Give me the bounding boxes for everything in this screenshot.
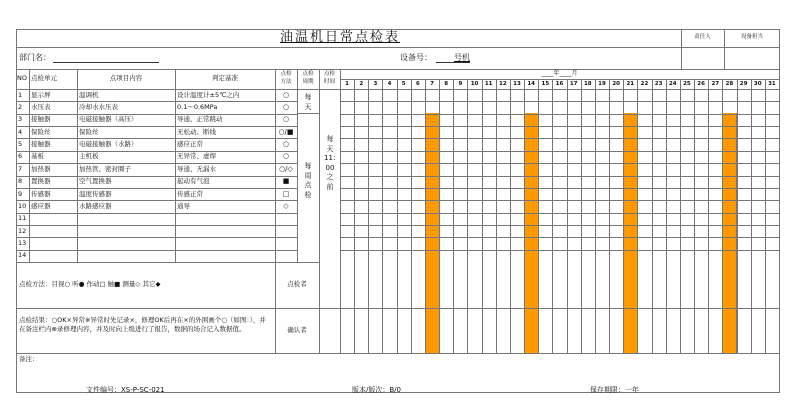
day-header-21: 21: [626, 81, 635, 87]
divider: [175, 69, 176, 262]
col-period-line1: 点检: [302, 71, 314, 77]
col-time-line2: 时间: [323, 79, 335, 85]
divider: [16, 262, 319, 263]
row-unit: 感应器: [31, 201, 51, 210]
day-divider: [737, 79, 738, 353]
weekly-check-column-day-14[interactable]: [524, 113, 539, 353]
version: 版本/版次：B/0: [352, 386, 401, 394]
row-no: 13: [18, 238, 27, 247]
divider: [340, 69, 341, 353]
day-divider: [552, 79, 553, 353]
row-divider: [16, 188, 297, 189]
row-no: 12: [18, 226, 27, 235]
divider: [77, 69, 78, 262]
day-header-16: 16: [555, 81, 564, 87]
equipment-owner-label: 设备担当: [740, 34, 763, 40]
day-header-22: 22: [640, 81, 649, 87]
day-divider: [467, 79, 468, 353]
row-divider: [340, 138, 780, 139]
day-divider: [382, 79, 383, 353]
row-content: 冷却水水压表: [79, 103, 118, 112]
divider: [297, 69, 298, 262]
row-divider: [16, 163, 297, 164]
day-divider: [708, 79, 709, 353]
row-content: 温度传感器: [79, 189, 112, 198]
row-standard: 通导: [177, 201, 190, 210]
day-header-17: 17: [569, 81, 578, 87]
inspector-signature-cells[interactable]: [341, 272, 355, 307]
day-header-13: 13: [513, 81, 521, 87]
row-unit: 保险丝: [31, 127, 51, 136]
day-header-2: 2: [359, 81, 364, 87]
retention-period: 保存期限：一年: [590, 386, 639, 394]
row-no: 11: [18, 214, 27, 223]
row-divider: [340, 151, 780, 152]
day-divider: [637, 79, 638, 353]
row-divider: [16, 138, 297, 139]
weekly-check-column-day-28[interactable]: [722, 113, 737, 353]
col-method: [275, 70, 297, 86]
row-content: 空气置换器: [79, 177, 112, 186]
day-header-18: 18: [583, 81, 592, 87]
day-header-27: 27: [711, 81, 720, 87]
day-divider: [694, 79, 695, 353]
col-unit: 点检单元: [31, 74, 57, 82]
row-content: 水路感应器: [79, 201, 112, 210]
row-divider: [340, 126, 780, 127]
row-content: 电磁接触器（高压）: [79, 115, 138, 124]
row-method: ○/◇: [279, 164, 293, 173]
row-standard: 无异常、虚焊: [177, 152, 216, 161]
period-weekly: 每周点检: [304, 162, 312, 199]
row-no: 9: [18, 189, 23, 198]
row-no: 4: [18, 127, 23, 136]
day-header-30: 30: [753, 81, 762, 87]
row-unit: 接触器: [31, 140, 51, 149]
day-divider: [482, 79, 483, 353]
row-no: 6: [18, 152, 23, 161]
day-header-28: 28: [725, 81, 734, 87]
day-divider: [595, 79, 596, 353]
equipment-no-field[interactable]: [436, 62, 470, 63]
row-standard: 导通、正常跳动: [177, 115, 223, 124]
notes-label: 备注：: [19, 355, 39, 363]
row-divider: [16, 225, 297, 226]
row-standard: 导通、无漏水: [177, 164, 216, 173]
day-divider: [680, 79, 681, 353]
day-divider: [439, 79, 440, 353]
row-no: 2: [18, 103, 23, 112]
day-header-5: 5: [401, 81, 406, 87]
day-header-24: 24: [668, 81, 677, 87]
row-divider: [16, 176, 297, 177]
row-divider: [340, 188, 780, 189]
divider: [681, 47, 780, 48]
row-no: 3: [18, 115, 23, 124]
doc-number: 文件编号：XS-P-SC-021: [86, 386, 165, 394]
row-divider: [16, 126, 297, 127]
col-period: [297, 70, 319, 86]
day-divider: [510, 79, 511, 353]
divider: [16, 47, 681, 48]
row-unit: 基板: [31, 152, 44, 161]
equipment-no-value: 号机: [454, 53, 470, 62]
day-header-31: 31: [768, 81, 776, 87]
time-value: 每天11：00之前: [324, 135, 340, 191]
row-divider: [16, 237, 297, 238]
department-field[interactable]: [53, 62, 159, 63]
responsible-label: 责任人: [694, 34, 711, 40]
row-method: ○: [282, 115, 290, 124]
day-divider: [666, 79, 667, 353]
day-header-23: 23: [654, 81, 663, 87]
day-header-3: 3: [373, 81, 378, 87]
col-period-line2: 周期: [302, 79, 314, 85]
row-standard: 无松动、断线: [177, 127, 216, 136]
divider: [319, 69, 320, 353]
row-content: 温调机: [79, 90, 99, 99]
day-divider: [609, 79, 610, 353]
day-header-20: 20: [612, 81, 620, 87]
day-header-4: 4: [387, 81, 392, 87]
row-method: ○: [282, 103, 290, 112]
day-header-10: 10: [470, 81, 479, 87]
row-no: 1: [18, 90, 23, 99]
day-divider: [722, 79, 723, 353]
row-method: ◇: [283, 201, 289, 210]
day-header-26: 26: [697, 81, 705, 87]
row-method: ○/■: [278, 127, 294, 136]
row-method: ○: [282, 152, 290, 161]
row-no: 7: [18, 164, 23, 173]
day-divider: [354, 79, 355, 353]
weekly-check-column-day-7[interactable]: [425, 113, 440, 353]
row-method: □: [282, 189, 290, 198]
day-divider: [623, 79, 624, 353]
inspector-label: 点检者: [287, 280, 307, 288]
row-content: 电磁接触器（水路）: [79, 140, 138, 149]
day-header-6: 6: [415, 81, 420, 87]
day-divider: [425, 79, 426, 353]
col-time-line1: 点检: [323, 71, 335, 77]
day-divider: [411, 79, 412, 353]
day-header-19: 19: [598, 81, 606, 87]
row-divider: [16, 151, 297, 152]
row-no: 8: [18, 177, 23, 186]
day-divider: [581, 79, 582, 353]
day-header-14: 14: [527, 81, 535, 87]
divider: [16, 353, 780, 354]
row-divider: [16, 213, 297, 214]
col-method-line1: 点检: [280, 71, 292, 77]
day-header-25: 25: [683, 81, 691, 87]
result-legend: 点检结果：○OK×异常※异常时先记录×，修理OK后再在×的外围画个○（如图：），并在备注栏内⊗录修理内容，并及时向上级进行了报告，数据的场合记入数据值。: [19, 316, 266, 333]
equipment-no-label: 设备号：: [400, 53, 432, 62]
row-divider: [340, 213, 780, 214]
col-no: NO: [17, 74, 27, 82]
row-divider: [16, 114, 297, 115]
day-divider: [538, 79, 539, 353]
day-divider: [368, 79, 369, 353]
weekly-check-column-day-21[interactable]: [623, 113, 638, 353]
row-content: 保险丝: [79, 127, 99, 136]
row-divider: [340, 237, 780, 238]
row-divider: [340, 200, 780, 201]
row-unit: 水压表: [31, 103, 51, 112]
row-no: 14: [18, 251, 27, 260]
day-header-12: 12: [499, 81, 507, 87]
row-standard: 起动有气泡: [177, 177, 210, 186]
row-divider: [16, 200, 297, 201]
day-divider: [652, 79, 653, 353]
row-divider: [340, 114, 780, 115]
row-unit: 显示屏: [31, 90, 51, 99]
row-no: 10: [18, 201, 27, 210]
row-standard: 0.1～0.6MPa: [177, 103, 218, 112]
row-unit: 传感器: [31, 189, 51, 198]
col-method-line2: 方法: [280, 79, 292, 85]
day-header-11: 11: [484, 81, 493, 87]
divider: [29, 69, 30, 262]
day-header-29: 29: [739, 81, 748, 87]
col-content: 点项目内容: [109, 74, 143, 82]
page-title: 油温机日常点检表: [279, 30, 400, 45]
row-standard: 设计温度计±5℃之内: [177, 90, 240, 99]
row-method: ○: [282, 140, 290, 149]
row-unit: 加热器: [31, 164, 51, 173]
row-divider: [340, 163, 780, 164]
row-standard: 感应正常: [177, 140, 203, 149]
day-divider: [397, 79, 398, 353]
department-label: 部门名：: [19, 53, 51, 62]
day-header-8: 8: [444, 81, 449, 87]
day-header-1: 1: [345, 81, 349, 87]
row-divider: [16, 101, 297, 102]
day-divider: [453, 79, 454, 353]
row-method: ○: [282, 90, 290, 99]
day-divider: [567, 79, 568, 353]
col-standard: 判定基准: [212, 74, 238, 82]
row-no: 5: [18, 140, 23, 149]
day-divider: [496, 79, 497, 353]
divider: [16, 308, 780, 309]
day-divider: [751, 79, 752, 353]
row-divider: [340, 101, 780, 102]
period-daily: 每天: [304, 93, 312, 111]
divider: [297, 113, 319, 114]
row-content: 加热管、密封圈子: [79, 164, 131, 173]
row-content: 主机板: [79, 152, 99, 161]
year-month: ____年____月: [541, 70, 578, 77]
method-legend: 点检方法：目视○ 听● 作动□ 触■ 测量◇ 其它◆: [19, 280, 161, 288]
confirmer-label: 确认者: [287, 326, 307, 334]
day-divider: [524, 79, 525, 353]
row-method: ■: [282, 177, 290, 186]
day-header-7: 7: [430, 81, 434, 87]
day-divider: [765, 79, 766, 353]
row-divider: [340, 176, 780, 177]
day-header-15: 15: [541, 81, 550, 87]
day-header-9: 9: [458, 81, 463, 87]
row-standard: 传感正常: [177, 189, 203, 198]
row-divider: [340, 225, 780, 226]
row-divider: [16, 250, 297, 251]
row-divider: [340, 250, 780, 251]
row-unit: 置换器: [31, 177, 51, 186]
col-time: [319, 70, 340, 86]
row-unit: 接触器: [31, 115, 51, 124]
